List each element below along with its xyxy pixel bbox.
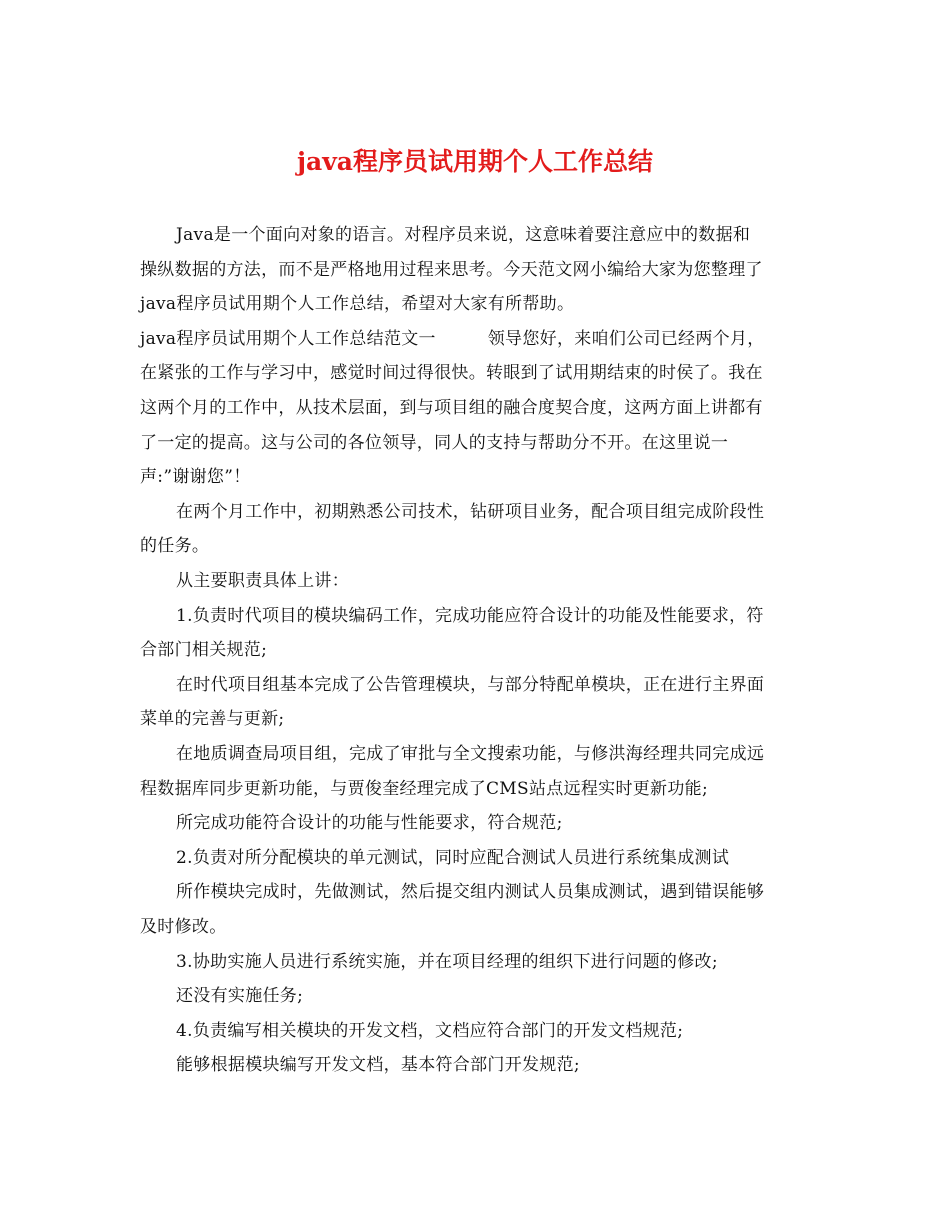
body-line: 能够根据模块编写开发文档，基本符合部门开发规范; (176, 1055, 580, 1076)
body-line: 还没有实施任务; (176, 986, 304, 1007)
body-line: 程数据库同步更新功能，与贾俊奎经理完成了CMS站点远程实时更新功能; (140, 778, 708, 799)
body-line: 3.协助实施人员进行系统实施，并在项目经理的组织下进行问题的修改; (176, 951, 718, 972)
body-line: 所完成功能符合设计的功能与性能要求，符合规范; (176, 813, 563, 834)
body-line: 操纵数据的方法，而不是严格地用过程来思考。今天范文网小编给大家为您整理了 (140, 259, 763, 280)
body-line: 所作模块完成时，先做测试，然后提交组内测试人员集成测试，遇到错误能够 (176, 882, 765, 903)
body-line: 菜单的完善与更新; (140, 709, 285, 730)
body-line: Java是一个面向对象的语言。对程序员来说，这意味着要注意应中的数据和 (176, 225, 751, 245)
body-line: 在两个月工作中，初期熟悉公司技术，钻研项目业务，配合项目组完成阶段性 (176, 501, 765, 522)
body-line: 了一定的提高。这与公司的各位领导，同人的支持与帮助分不开。在这里说一 (140, 432, 729, 453)
body-line: 合部门相关规范; (140, 640, 268, 661)
body-line: java程序员试用期个人工作总结，希望对大家有所帮助。 (140, 294, 575, 315)
body-line: 在紧张的工作与学习中，感觉时间过得很快。转眼到了试用期结束的时侯了。我在 (140, 363, 763, 384)
body-line: 4.负责编写相关模块的开发文档，文档应符合部门的开发文档规范; (176, 1020, 684, 1041)
body-line: 2.负责对所分配模块的单元测试，同时应配合测试人员进行系统集成测试 (176, 847, 730, 868)
body-line: 这两个月的工作中，从技术层面，到与项目组的融合度契合度，这两方面上讲都有 (140, 398, 763, 418)
body-line: java程序员试用期个人工作总结范文一 领导您好，来咱们公司已经两个月， (140, 328, 765, 349)
body-line: 在时代项目组基本完成了公告管理模块，与部分特配单模块，正在进行主界面 (176, 674, 765, 695)
body-line: 1.负责时代项目的模块编码工作，完成功能应符合设计的功能及性能要求，符 (176, 605, 764, 626)
body-line: 的任务。 (140, 536, 210, 557)
body-line: 在地质调查局项目组，完成了审批与全文搜索功能，与修洪海经理共同完成远 (176, 744, 765, 764)
body-line: 从主要职责具体上讲： (176, 571, 349, 591)
document-title: java程序员试用期个人工作总结 (297, 147, 653, 176)
body-line: 声:”谢谢您”！ (140, 467, 251, 488)
body-line: 及时修改。 (140, 917, 227, 937)
